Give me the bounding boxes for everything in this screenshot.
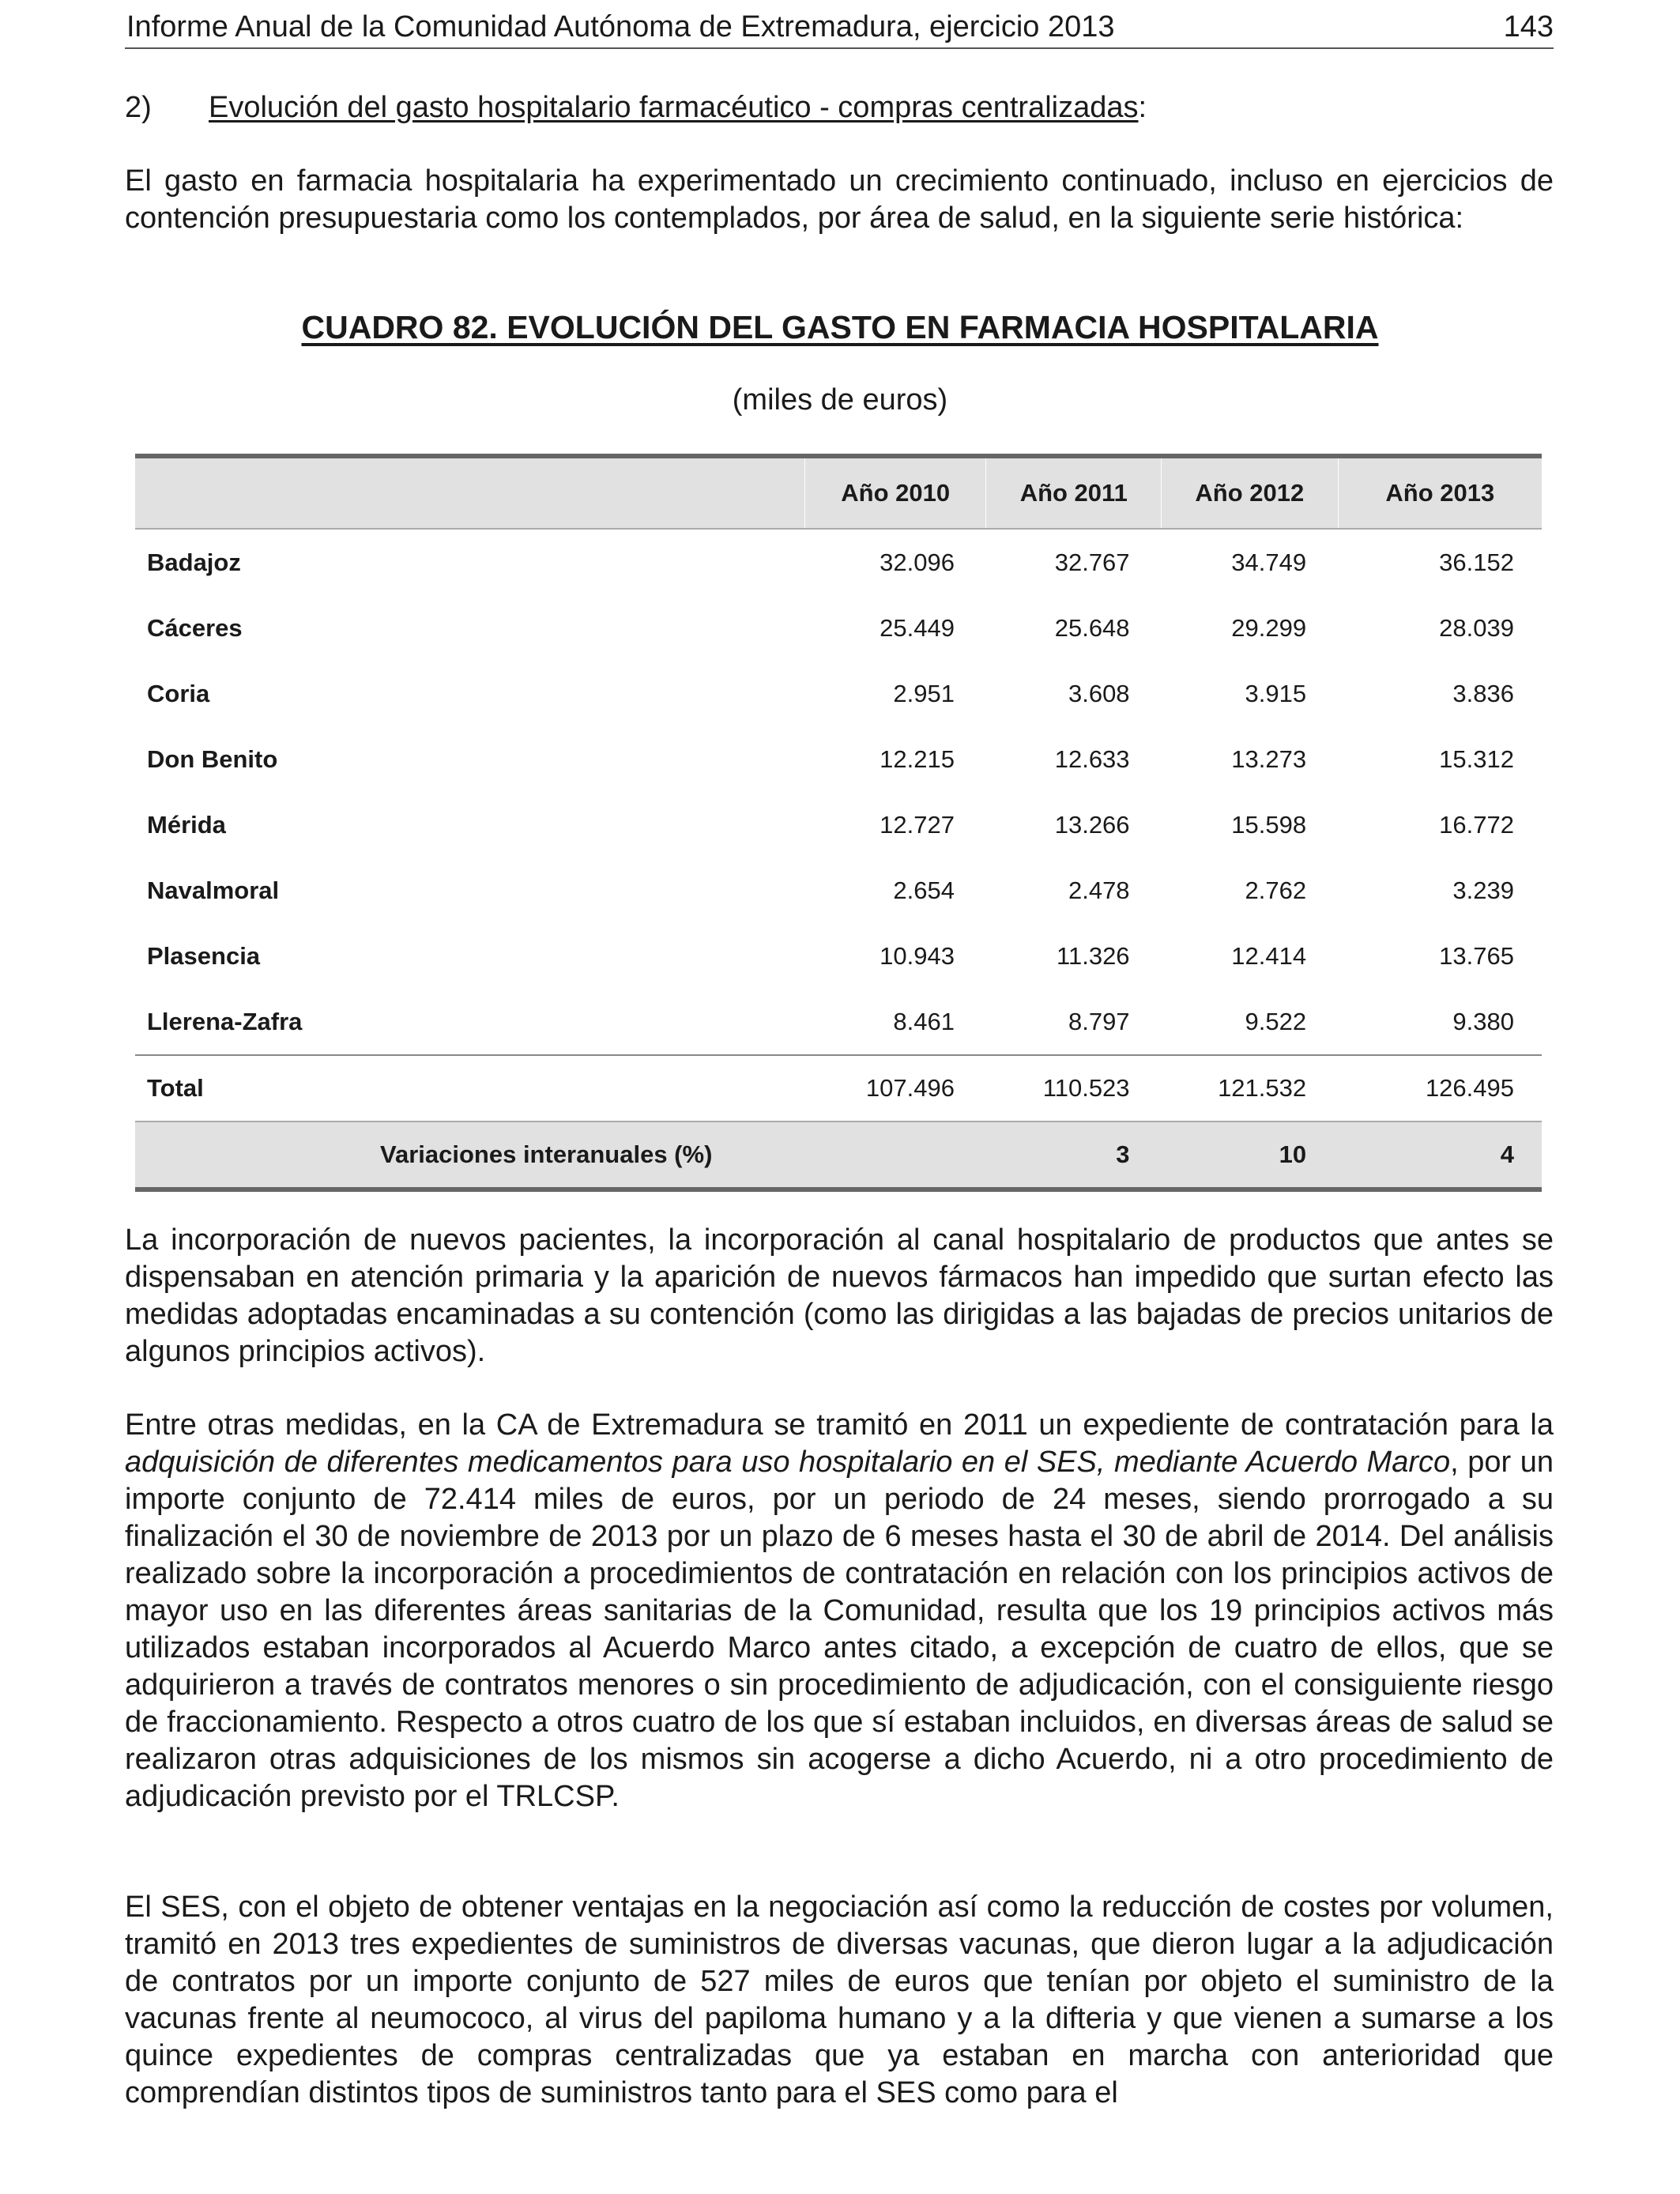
total-value-cell: 121.532	[1162, 1055, 1339, 1122]
row-label: Coria	[147, 679, 210, 707]
row-label: Mérida	[147, 810, 226, 839]
table-row	[135, 989, 1542, 1055]
value-cell: 12.414	[1231, 941, 1307, 970]
value-cell: 32.767	[1054, 548, 1130, 576]
section-number: 2)	[125, 91, 152, 124]
value-cell: 15.312	[1439, 745, 1514, 773]
value-cell: 15.598	[1231, 810, 1307, 839]
total-value-cell: 126.495	[1338, 1055, 1542, 1122]
row-label: Badajoz	[147, 548, 241, 576]
value-cell: 32.096	[880, 548, 955, 576]
total-row	[135, 1055, 1542, 1122]
table-row	[135, 661, 1542, 726]
total-label: Total	[135, 1055, 804, 1122]
total-value-cell: 110.523	[986, 1055, 1162, 1122]
value-cell: 12.633	[1054, 745, 1130, 773]
table-units: (miles de euros)	[732, 383, 948, 417]
value-cell: 25.449	[880, 613, 955, 642]
value-cell: 13.273	[1231, 745, 1307, 773]
table-row	[135, 923, 1542, 989]
table-row	[135, 792, 1542, 858]
value-cell: 25.648	[1054, 613, 1130, 642]
table-title	[0, 303, 1680, 351]
total-value-cell: 107.496	[804, 1055, 986, 1122]
row-label: Don Benito	[147, 745, 278, 773]
paragraph-new-patients: La incorporación de nuevos pacientes, la incorporación al canal hospitalario de productos que antes se dispensaban en atención primaria y la aparición de nuevos fármacos han impedido que surtan efecto las medidas adoptadas encaminadas a su contención (como las dirigidas a las bajadas de precios unitarios de algunos principios activos).	[125, 1223, 1554, 1368]
expenditure-table	[135, 454, 1542, 1192]
value-cell: 3.608	[1068, 679, 1130, 707]
value-cell: 9.380	[1452, 1007, 1514, 1035]
column-header: Año 2010	[804, 456, 986, 529]
header-title: Informe Anual de la Comunidad Autónoma de Extremadura, ejercicio 2013	[126, 10, 1115, 43]
value-cell: 36.152	[1439, 548, 1514, 576]
column-header: Año 2011	[986, 456, 1162, 529]
section-colon: :	[1138, 91, 1147, 124]
table-header-row	[135, 456, 1542, 529]
value-cell: 3.239	[1452, 876, 1514, 904]
value-cell: 8.461	[893, 1007, 955, 1035]
row-label: Llerena-Zafra	[147, 1007, 303, 1035]
intro-paragraph: El gasto en farmacia hospitalaria ha experimentado un crecimiento continuado, incluso en ejercicios de contención presupuestaria como los contemplados, por área de salud, en la siguiente serie histórica:	[125, 164, 1554, 235]
section-heading	[125, 89, 1147, 126]
value-cell: 13.765	[1439, 941, 1514, 970]
row-label: Plasencia	[147, 941, 261, 970]
row-label: Cáceres	[147, 613, 243, 642]
value-cell: 8.797	[1068, 1007, 1130, 1035]
table-title-text: CUADRO 82. EVOLUCIÓN DEL GASTO EN FARMACIA HOSPITALARIA	[301, 309, 1379, 345]
variation-cell: 10	[1162, 1122, 1339, 1189]
value-cell: 3.836	[1452, 679, 1514, 707]
variation-cell: 4	[1338, 1122, 1542, 1189]
value-cell: 11.326	[1057, 941, 1130, 970]
variations-label: Variaciones interanuales (%)	[135, 1122, 804, 1189]
paragraph-italic-text: adquisición de diferentes medicamentos para uso hospitalario en el SES, mediante Acuerdo Marco	[125, 1446, 1451, 1479]
row-label: Navalmoral	[147, 876, 280, 904]
column-header: Año 2012	[1162, 456, 1339, 529]
table-row	[135, 529, 1542, 595]
value-cell: 2.654	[893, 876, 955, 904]
value-cell: 34.749	[1231, 548, 1307, 576]
value-cell: 2.478	[1068, 876, 1130, 904]
value-cell: 2.951	[893, 679, 955, 707]
page-number: 143	[1503, 10, 1554, 43]
value-cell: 2.762	[1245, 876, 1307, 904]
table-row	[135, 595, 1542, 661]
value-cell: 3.915	[1245, 679, 1307, 707]
variations-row	[135, 1122, 1542, 1189]
value-cell: 16.772	[1439, 810, 1514, 839]
paragraph-text: Entre otras medidas, en la CA de Extremadura se tramitó en 2011 un expediente de contratación para la	[125, 1408, 1554, 1442]
variation-cell	[804, 1122, 986, 1189]
value-cell: 28.039	[1439, 613, 1514, 642]
column-header: Año 2013	[1338, 456, 1542, 529]
paragraph-vaccines: El SES, con el objeto de obtener ventajas en la negociación así como la reducción de costes por volumen, tramitó en 2013 tres expedientes de suministros de diversas vacunas, que dieron lugar a la adjudicación de contratos por un importe conjunto de 527 miles de euros que tenían por objeto el suministro de la vacunas frente al neumococo, al virus del papiloma humano y a la difteria y que vienen a sumarse a los quince expedientes de compras centralizadas que ya estaban en marcha con anterioridad que comprendían distintos tipos de suministros tanto para el SES como para el	[125, 1891, 1554, 2109]
table-row	[135, 726, 1542, 792]
paragraph-text: , por un importe conjunto de 72.414 miles de euros, por un periodo de 24 meses, siendo prorrogado a su finalización el 30 de noviembre de 2013 por un plazo de 6 meses hasta el 30 de abril de 2014. Del análisis realizado sobre la incorporación a procedimientos de contratación en relación con los principios activos de mayor uso en las diferentes áreas sanitarias de la Comunidad, resulta que los 19 principios activos más utilizados estaban incorporados al Acuerdo Marco antes citado, a excepción de cuatro de ellos, que se adquirieron a través de contratos menores o sin procedimiento de adjudicación, con el consiguiente riesgo de fraccionamiento. Respecto a otros cuatro de los que sí estaban incluidos, en diversas áreas de salud se realizaron otras adquisiciones de los mismos sin acogerse a dicho Acuerdo, ni a otro procedimiento de adjudicación previsto por el TRLCSP.	[125, 1446, 1554, 1813]
paragraph-framework-agreement	[125, 1407, 1554, 1815]
variation-cell: 3	[986, 1122, 1162, 1189]
value-cell: 12.727	[880, 810, 955, 839]
value-cell: 10.943	[880, 941, 955, 970]
value-cell: 9.522	[1245, 1007, 1307, 1035]
table-row	[135, 858, 1542, 923]
header-empty-cell	[135, 456, 804, 529]
value-cell: 29.299	[1231, 613, 1307, 642]
value-cell: 12.215	[880, 745, 955, 773]
section-title: Evolución del gasto hospitalario farmacéutico - compras centralizadas	[209, 91, 1139, 124]
running-header	[125, 6, 1554, 49]
value-cell: 13.266	[1054, 810, 1130, 839]
